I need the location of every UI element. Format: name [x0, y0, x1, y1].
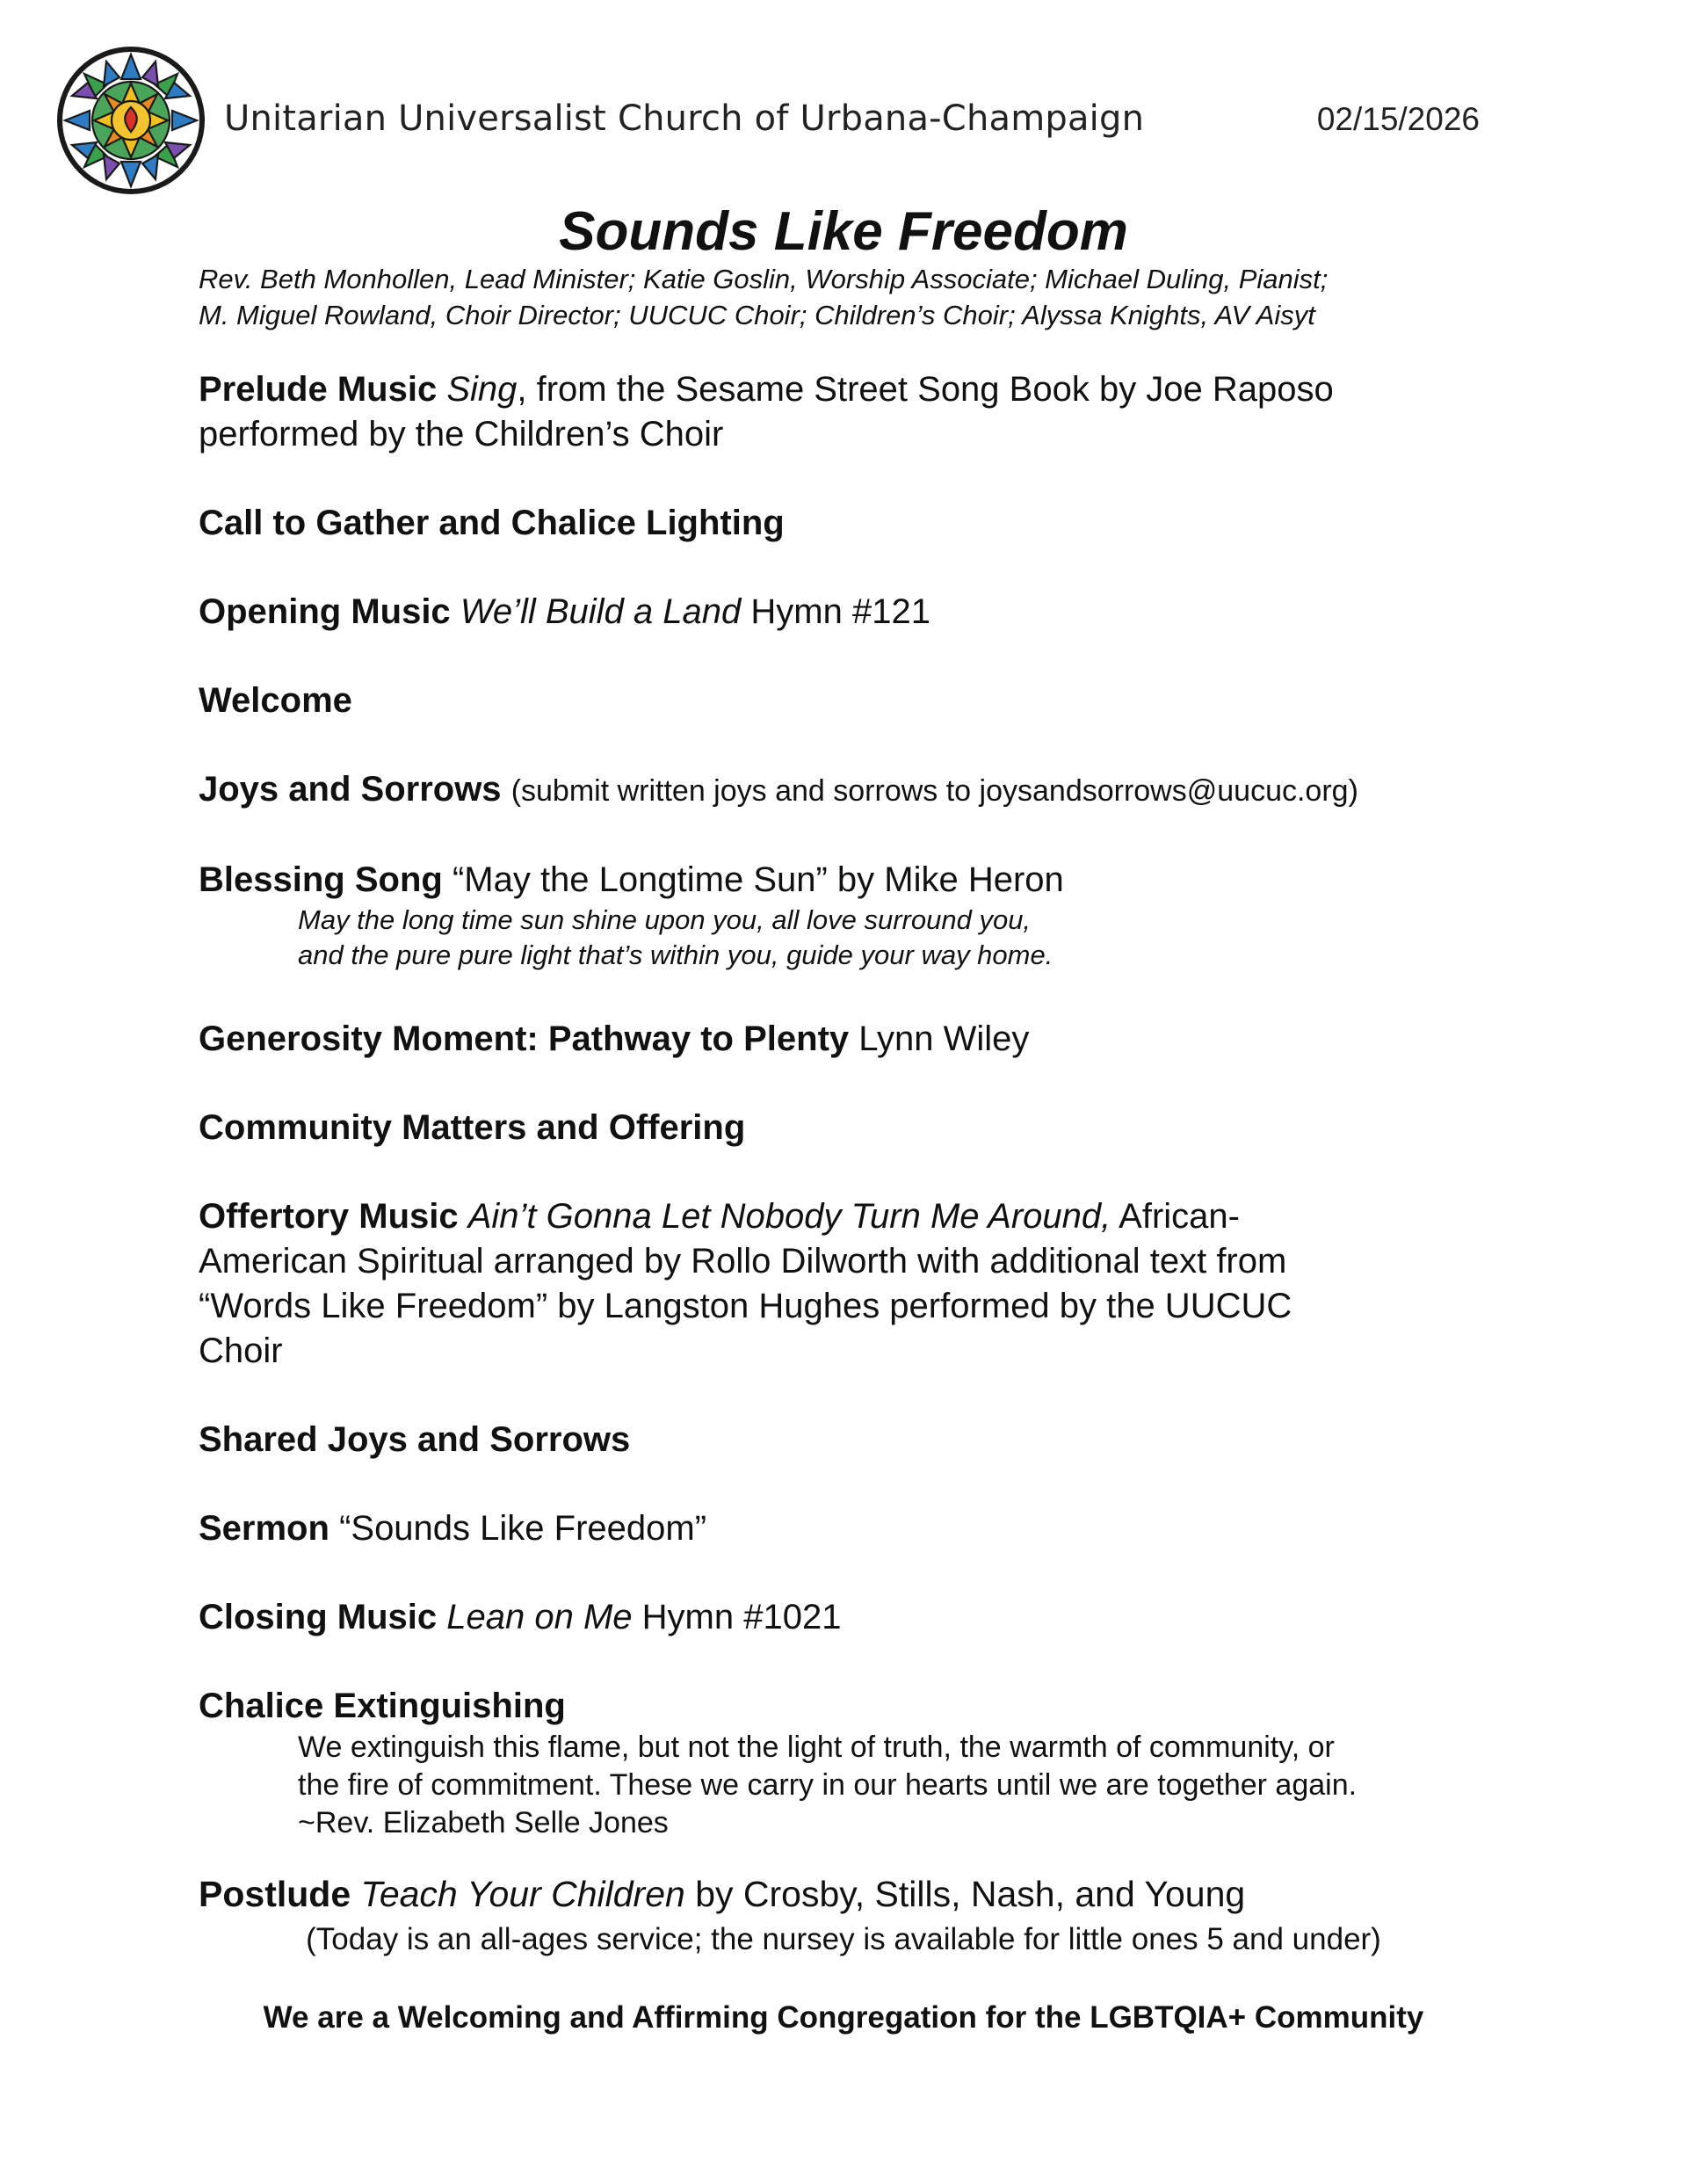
item-label: Call to Gather and Chalice Lighting — [199, 504, 785, 542]
lyric-line-2: and the pure pure light that’s within you, guide your way home. — [298, 940, 1053, 970]
program-item-sermon — [199, 1506, 1499, 1551]
program-item-shared-joys — [199, 1418, 1499, 1462]
item-detail-line: “Words Like Freedom” by Langston Hughes performed by the UUCUC — [199, 1287, 1292, 1325]
item-label: Postlude — [199, 1874, 351, 1914]
reading-line-2: the fire of commitment. These we carry in our hearts until we are together again. — [298, 1768, 1358, 1802]
order-of-service — [199, 367, 1499, 1961]
stained-glass-chalice-logo-icon — [54, 44, 207, 197]
program-item-prelude — [199, 367, 1499, 457]
program-item-call-to-gather — [199, 501, 1499, 546]
item-detail: by Crosby, Stills, Nash, and Young — [695, 1874, 1246, 1914]
program-item-opening-music — [199, 590, 1499, 635]
credits-line-1: Rev. Beth Monhollen, Lead Minister; Katie Goslin, Worship Associate; Michael Duling, Pianist; — [199, 264, 1329, 294]
program-item-generosity-moment — [199, 1017, 1499, 1062]
item-piece: Sing — [446, 370, 518, 409]
item-label: Blessing Song — [199, 860, 443, 899]
item-piece: Lean on Me — [446, 1598, 633, 1636]
item-detail-line: performed by the Children’s Choir — [199, 415, 724, 453]
item-label: Joys and Sorrows — [199, 770, 502, 809]
item-label: Prelude Music — [199, 370, 438, 409]
item-label: Opening Music — [199, 592, 451, 631]
item-label: Welcome — [199, 681, 352, 720]
item-piece: Teach Your Children — [360, 1874, 685, 1914]
program-item-postlude — [199, 1872, 1499, 1917]
item-detail-line: American Spiritual arranged by Rollo Dilworth with additional text from — [199, 1242, 1287, 1281]
lyric-line-1: May the long time sun shine upon you, all love surround you, — [298, 904, 1032, 935]
item-detail: “Sounds Like Freedom” — [339, 1509, 707, 1548]
item-detail: Hymn #1021 — [641, 1598, 842, 1636]
program-item-joys-and-sorrows — [199, 767, 1499, 814]
church-name: Unitarian Universalist Church of Urbana-Champaign — [224, 98, 1145, 139]
item-detail: “May the Longtime Sun” by Mike Heron — [452, 860, 1064, 899]
item-label: Generosity Moment: Pathway to Plenty — [199, 1019, 850, 1058]
item-label: Offertory Music — [199, 1197, 459, 1236]
item-detail: Hymn #121 — [750, 592, 930, 631]
program-item-welcome — [199, 678, 1499, 723]
reading-line-1: We extinguish this flame, but not the light of truth, the warmth of community, or — [298, 1731, 1335, 1764]
service-credits — [199, 261, 1517, 333]
program-item-community-matters — [199, 1106, 1499, 1150]
page-title: Sounds Like Freedom — [559, 201, 1128, 262]
extinguishing-reading — [199, 1729, 1499, 1842]
item-note: (submit written joys and sorrows to joysandsorrows@uucuc.org) — [510, 774, 1358, 808]
program-item-chalice-extinguishing — [199, 1684, 1499, 1842]
item-piece: Ain’t Gonna Let Nobody Turn Me Around, — [467, 1197, 1111, 1236]
item-label: Sermon — [199, 1509, 329, 1548]
item-label: Shared Joys and Sorrows — [199, 1420, 631, 1459]
reading-attribution: ~Rev. Elizabeth Selle Jones — [298, 1806, 669, 1839]
service-date: 02/15/2026 — [1316, 101, 1480, 137]
program-item-closing-music — [199, 1595, 1499, 1640]
blessing-lyrics — [199, 903, 1499, 973]
item-detail: Lynn Wiley — [858, 1019, 1030, 1058]
item-label: Closing Music — [199, 1598, 438, 1636]
item-detail: African- — [1119, 1197, 1240, 1236]
item-detail: , from the Sesame Street Song Book by Joe Raposo — [517, 370, 1334, 409]
item-detail-line: Choir — [199, 1331, 283, 1370]
item-label: Community Matters and Offering — [199, 1108, 746, 1147]
nursery-note: (Today is an all-ages service; the nursey is available for little ones 5 and under) — [306, 1922, 1381, 1956]
credits-line-2: M. Miguel Rowland, Choir Director; UUCUC Choir; Children’s Choir; Alyssa Knights, AV Aisyt — [199, 300, 1315, 330]
item-label: Chalice Extinguishing — [199, 1687, 566, 1725]
welcoming-statement: We are a Welcoming and Affirming Congregation for the LGBTQIA+ Community — [263, 2000, 1424, 2035]
program-item-blessing-song — [199, 858, 1499, 973]
program-item-offertory-music — [199, 1194, 1499, 1374]
item-piece: We’ll Build a Land — [460, 592, 742, 631]
